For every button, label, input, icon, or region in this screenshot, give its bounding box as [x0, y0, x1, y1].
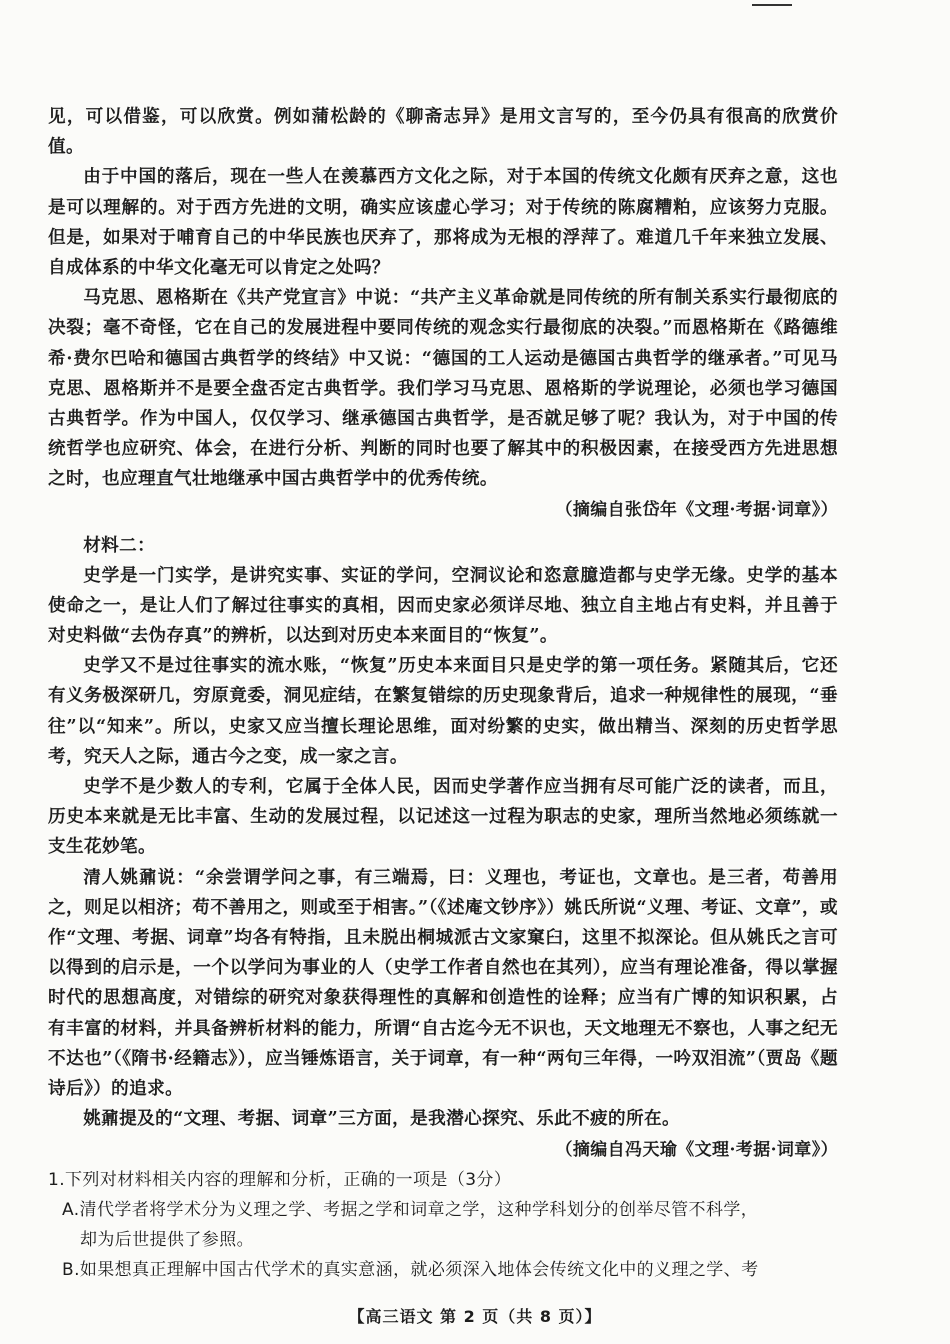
material2-source: （摘编自冯天瑜《文理·考据·词章》） [555, 1139, 838, 1160]
page-footer: 【高三语文 第 2 页（共 8 页）】 [348, 1307, 602, 1326]
material2-para-5: 姚鼐提及的“文理、考据、词章”三方面，是我潜心探究、乐此不疲的所在。 [83, 1108, 681, 1130]
option-b-text: 如果想真正理解中国古代学术的真实意涵，就必须深入地体会传统文化中的义理之学、考 [79, 1259, 759, 1280]
option-b-label: B. [62, 1259, 80, 1280]
material1-para-continued: 见，可以借鉴，可以欣赏。例如蒲松龄的《聊斋志异》是用文言写的，至今仍具有很高的欣赏价值。 [48, 106, 838, 158]
option-a-continued: 却为后世提供了参照。 [80, 1229, 254, 1250]
material2-heading: 材料二： [83, 534, 156, 556]
question-1-stem: 1.下列对材料相关内容的理解和分析，正确的一项是（3分） [48, 1169, 512, 1190]
material2-para-1: 史学是一门实学，是讲究实事、实证的学问，空洞议论和恣意臆造都与史学无缘。史学的基本使命之一，是让人们了解过往事实的真相，因而史家必须详尽地、独立自主地占有史料，并且善于对史料做“去伪存真”的辨析，以达到对历史本来面目的“恢复”。 [48, 564, 838, 647]
material2-para-4: 清人姚鼐说：“余尝谓学问之事，有三端焉，曰：义理也，考证也，文章也。是三者，苟善用之，则足以相济；苟不善用之，则或至于相害。”（《述庵文钞序》）姚氏所说“义理、考证、文章”，或作“文理、考据、词章”均各有特指，且未脱出桐城派古文家窠臼，这里不拟深论。但从姚氏之言可以得到的启示是，一个以学问为事业的人（史学工作者自然也在其列），应当有理论准备，得以掌握时代的思想高度，对错综的研究对象获得理性的真解和创造性的诠释；应当有广博的知识积累，占有丰富的材料，并具备辨析材料的能力，所谓“自古迄今无不识也，天文地理无不察也，人事之纪无不达也”（《隋书·经籍志》），应当锤炼语言，关于词章，有一种“两句三年得，一吟双泪流”（贾岛《题诗后》）的追求。 [48, 866, 838, 1100]
question-1 [48, 1165, 838, 1285]
material1-para-2: 马克思、恩格斯在《共产党宣言》中说：“共产主义革命就是同传统的所有制关系实行最彻底的决裂；毫不奇怪，它在自己的发展进程中要同传统的观念实行最彻底的决裂。”而恩格斯在《路德维希·费尔巴哈和德国古典哲学的终结》中又说：“德国的工人运动是德国古典哲学的继承者。”可见马克思、恩格斯并不是要全盘否定古典哲学。我们学习马克思、恩格斯的学说理论，必须也学习德国古典哲学。作为中国人，仅仅学习、继承德国古典哲学，是否就足够了呢？我认为，对于中国的传统哲学也应研究、体会，在进行分析、判断的同时也要了解其中的积极因素，在接受西方先进思想之时，也应理直气壮地继承中国古典哲学中的优秀传统。 [48, 287, 838, 490]
material1-para-1: 由于中国的落后，现在一些人在羡慕西方文化之际，对于本国的传统文化颇有厌弃之意，这也是可以理解的。对于西方先进的文明，确实应该虚心学习；对于传统的陈腐糟粕，应该努力克服。但是，如果对于哺育自己的中华民族也厌弃了，那将成为无根的浮萍了。难道几千年来独立发展、自成体系的中华文化毫无可以肯定之处吗？ [48, 166, 838, 279]
option-a-text: 清代学者将学术分为义理之学、考据之学和词章之学，这种学科划分的创举尽管不科学， [79, 1199, 759, 1220]
material2-para-3: 史学不是少数人的专利，它属于全体人民，因而史学著作应当拥有尽可能广泛的读者，而且，历史本来就是无比丰富、生动的发展过程，以记述这一过程为职志的史家，理所当然地必须练就一支生花妙笔。 [48, 776, 838, 858]
material2-section [48, 531, 838, 1165]
material1-source: （摘编自张岱年《文理·考据·词章》） [555, 499, 838, 520]
top-rule [752, 4, 792, 6]
page-content [48, 102, 838, 1285]
question-1-option-b [48, 1255, 838, 1285]
option-a-label: A. [62, 1199, 80, 1220]
material2-para-2: 史学又不是过往事实的流水账，“恢复”历史本来面目只是史学的第一项任务。紧随其后，它还有义务极深研几，穷原竟委，洞见症结，在繁复错综的历史现象背后，追求一种规律性的展现，“垂往”以“知来”。所以，史家又应当擅长理论思维，面对纷繁的史实，做出精当、深刻的历史哲学思考，究天人之际，通古今之变，成一家之言。 [48, 655, 838, 767]
question-1-option-a [48, 1195, 838, 1255]
